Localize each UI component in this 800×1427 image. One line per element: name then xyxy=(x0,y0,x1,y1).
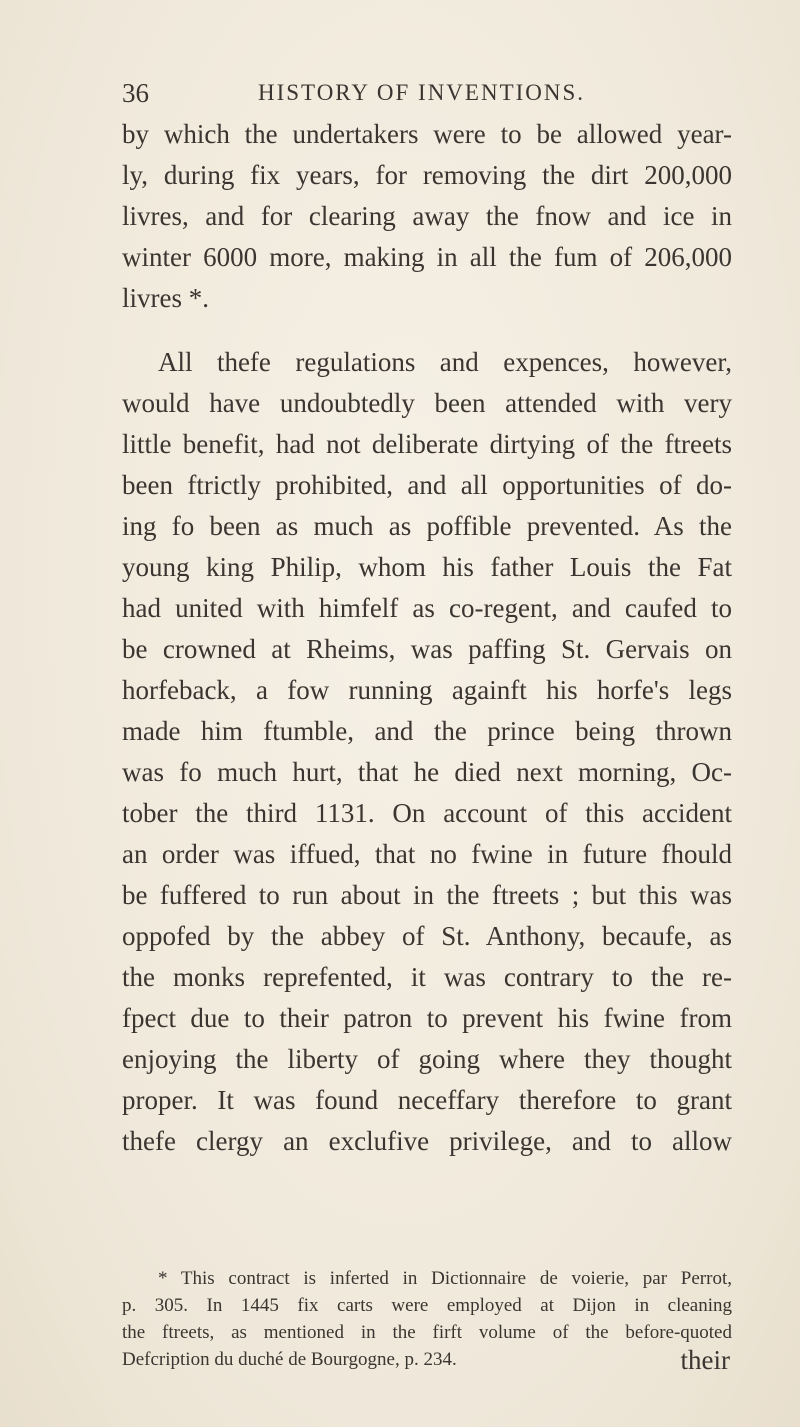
text-line: enjoying the liberty of going where they thought xyxy=(122,1044,732,1074)
text-line: winter 6000 more, making in all the fum of 206,000 xyxy=(122,242,732,272)
page-number: 36 xyxy=(122,78,149,108)
text-line: be fuffered to run about in the ftreets ; but this was xyxy=(122,880,732,910)
page-header xyxy=(122,78,722,114)
text-line: ing fo been as much as poffible prevented. As the xyxy=(122,511,732,541)
footnote-line: * This contract is inferted in Dictionnaire de voierie, par Perrot, xyxy=(158,1268,732,1289)
text-line: the monks reprefented, it was contrary to the re- xyxy=(122,962,732,992)
text-line: fpect due to their patron to prevent his fwine from xyxy=(122,1003,732,1033)
paragraph-1 xyxy=(122,114,732,319)
text-line: little benefit, had not deliberate dirtying of the ftreets xyxy=(122,429,732,459)
footnote-line: the ftreets, as mentioned in the firft volume of the before-quoted xyxy=(122,1322,732,1343)
text-line: tober the third 1131. On account of this accident xyxy=(122,798,732,828)
text-line: young king Philip, whom his father Louis the Fat xyxy=(122,552,732,582)
text-line: livres, and for clearing away the fnow and ice in xyxy=(122,201,732,231)
body-text xyxy=(122,114,732,1162)
text-line: thefe clergy an exclufive privilege, and to allow xyxy=(122,1126,732,1156)
running-head: HISTORY OF INVENTIONS. xyxy=(258,80,586,105)
text-line: oppofed by the abbey of St. Anthony, becaufe, as xyxy=(122,921,732,951)
text-line: would have undoubtedly been attended with very xyxy=(122,388,732,418)
text-line: an order was iffued, that no fwine in future fhould xyxy=(122,839,732,869)
text-line: had united with himfelf as co-regent, and caufed to xyxy=(122,593,732,623)
footnote-line: Defcription du duché de Bourgogne, p. 234. xyxy=(122,1349,457,1370)
text-line: horfeback, a fow running againft his horfe's legs xyxy=(122,675,732,705)
footnote xyxy=(122,1265,732,1373)
paragraph-2 xyxy=(122,342,732,1162)
text-line: made him ftumble, and the prince being thrown xyxy=(122,716,732,746)
text-line: be crowned at Rheims, was paffing St. Gervais on xyxy=(122,634,732,664)
footnote-line: p. 305. In 1445 fix carts were employed at Dijon in cleaning xyxy=(122,1295,732,1316)
paragraph-gap xyxy=(122,319,732,342)
text-line: All thefe regulations and expences, however, xyxy=(158,347,732,377)
text-line: livres *. xyxy=(122,283,209,313)
text-line: proper. It was found neceffary therefore to grant xyxy=(122,1085,732,1115)
text-line: was fo much hurt, that he died next morning, Oc- xyxy=(122,757,732,787)
text-line: ly, during fix years, for removing the dirt 200,000 xyxy=(122,160,732,190)
text-line: by which the undertakers were to be allowed year- xyxy=(122,119,732,149)
catchword: their xyxy=(680,1345,730,1375)
text-line: been ftrictly prohibited, and all opportunities of do- xyxy=(122,470,732,500)
